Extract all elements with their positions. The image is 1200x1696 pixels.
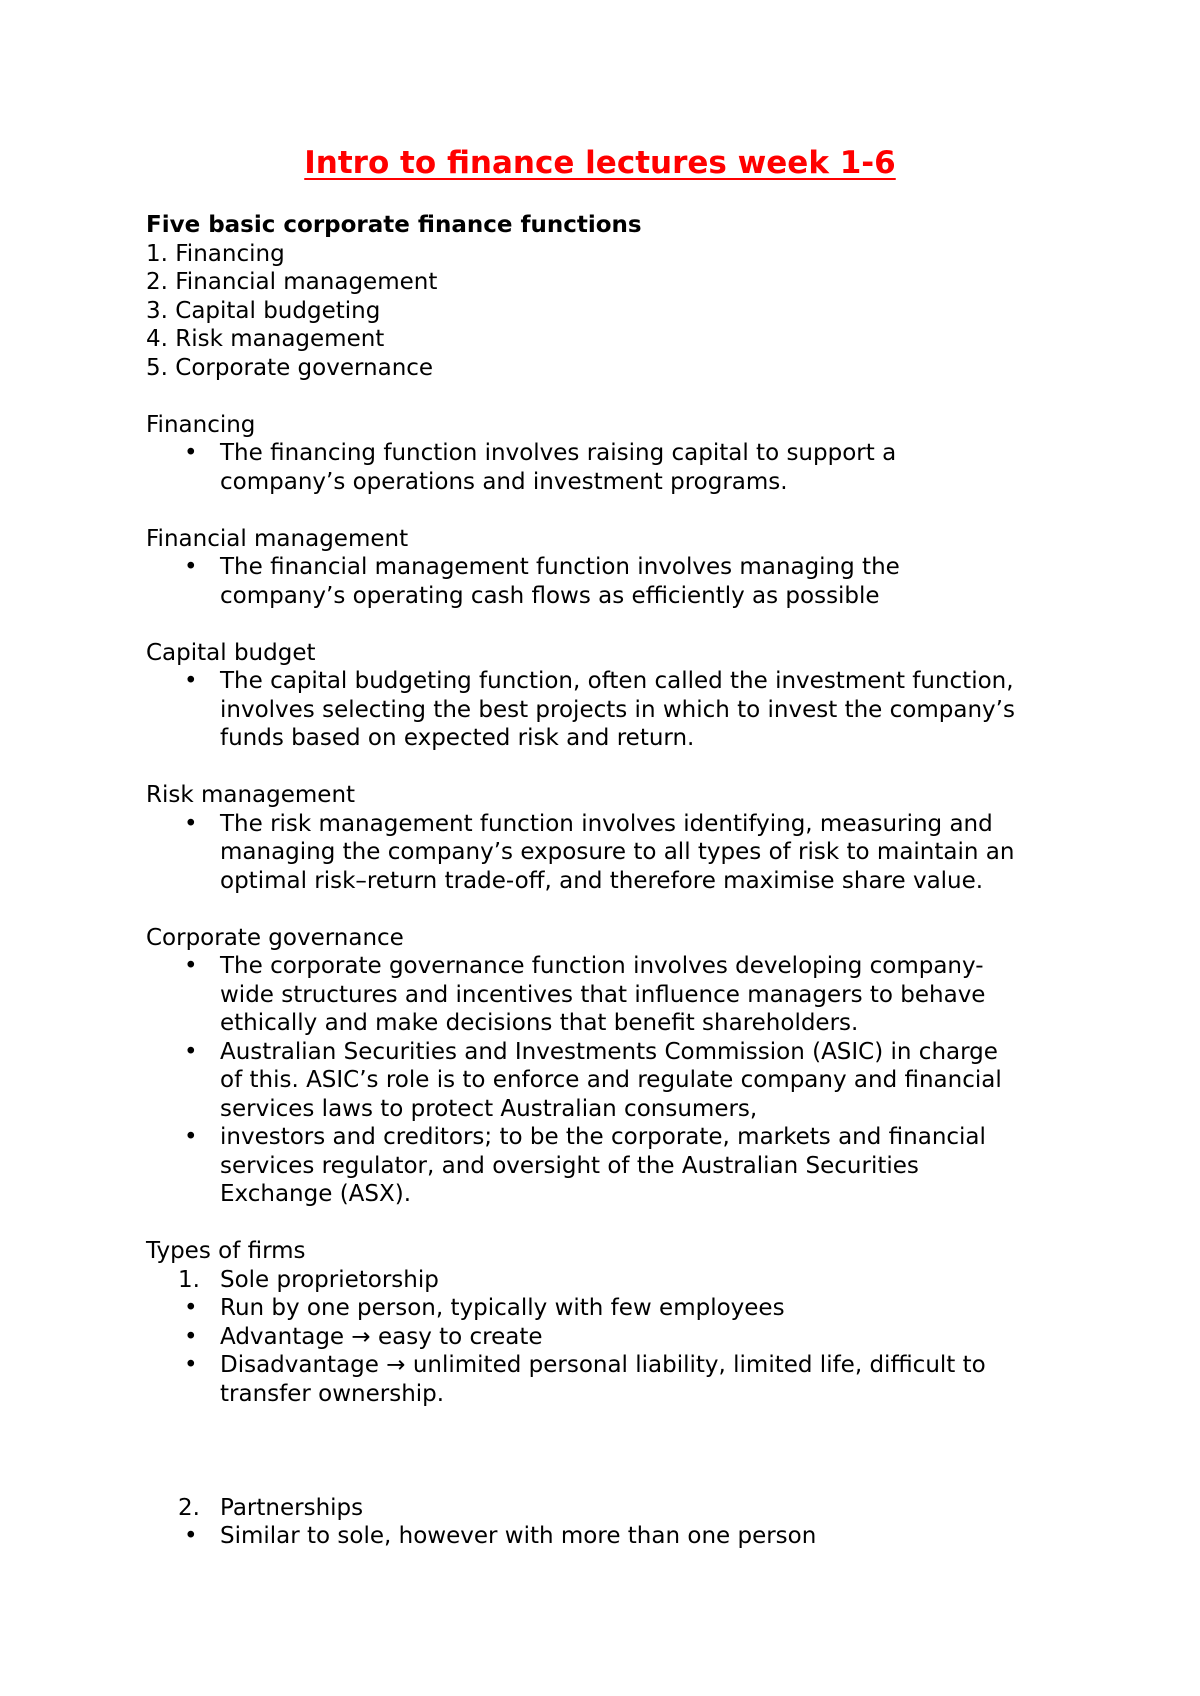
bullet-icon: •	[184, 440, 198, 466]
numbered-item-label: Partnerships	[220, 1494, 364, 1521]
document-body	[146, 211, 1086, 1551]
bullet-text: company’s operations and investment programs.	[220, 468, 788, 495]
functions-list-item: 2. Financial management	[146, 269, 438, 295]
bullet-item	[146, 1323, 1086, 1352]
bullet-text: The corporate governance function involves developing company-	[220, 953, 984, 979]
bullet-icon: •	[184, 554, 198, 580]
bullet-icon: •	[184, 1352, 198, 1378]
bullet-text: Disadvantage → unlimited personal liability, limited life, difficult to	[220, 1352, 986, 1378]
bullet-text: Exchange (ASX).	[220, 1181, 412, 1207]
bullet-item	[146, 1351, 1086, 1408]
bullet-item	[146, 553, 1086, 610]
item-number: 2.	[178, 1494, 200, 1521]
functions-list	[146, 240, 1086, 383]
functions-list-item: 4. Risk management	[146, 326, 385, 352]
functions-list-item: 5. Corporate governance	[146, 354, 434, 381]
bullet-item	[146, 1123, 1086, 1209]
bullet-text: investors and creditors; to be the corporate, markets and financial	[220, 1124, 986, 1150]
bullet-text: Australian Securities and Investments Commission (ASIC) in charge	[220, 1038, 998, 1065]
functions-heading: Five basic corporate finance functions	[146, 212, 642, 238]
bullet-text: of this. ASIC’s role is to enforce and regulate company and financial	[220, 1067, 1002, 1093]
bullet-item	[146, 1038, 1086, 1124]
bullet-icon: •	[184, 1038, 198, 1065]
page-title: Intro to finance lectures week 1-6	[304, 145, 896, 181]
section-heading-corporate-governance: Corporate governance	[146, 924, 404, 951]
bullet-icon: •	[184, 668, 198, 694]
bullet-text: Similar to sole, however with more than one person	[220, 1523, 817, 1549]
section-heading-risk-management: Risk management	[146, 782, 356, 808]
item-number: 1.	[178, 1266, 200, 1293]
bullet-item	[146, 952, 1086, 1038]
bullet-text: funds based on expected risk and return.	[220, 725, 695, 751]
bullet-text: transfer ownership.	[220, 1380, 445, 1407]
bullet-text: managing the company’s exposure to all types of risk to maintain an	[220, 839, 1015, 865]
bullet-text: services regulator, and oversight of the Australian Securities	[220, 1152, 919, 1179]
bullet-text: optimal risk–return trade-off, and therefore maximise share value.	[220, 867, 984, 894]
numbered-item	[146, 1266, 1086, 1295]
bullet-text: The financing function involves raising capital to support a	[220, 440, 897, 466]
section-heading-types-of-firms: Types of firms	[146, 1238, 306, 1264]
functions-list-item: 1. Financing	[146, 240, 285, 267]
section-heading-capital-budget: Capital budget	[146, 639, 316, 666]
bullet-text: company’s operating cash flows as efficiently as possible	[220, 582, 880, 609]
bullet-icon: •	[184, 1295, 198, 1321]
bullet-text: The financial management function involves managing the	[220, 554, 900, 580]
bullet-item	[146, 810, 1086, 896]
bullet-icon: •	[184, 1124, 198, 1150]
section-heading-financial-management: Financial management	[146, 525, 409, 552]
numbered-item-label: Sole proprietorship	[220, 1266, 439, 1293]
bullet-text: services laws to protect Australian consumers,	[220, 1095, 758, 1122]
bullet-text: involves selecting the best projects in which to invest the company’s	[220, 696, 1015, 723]
bullet-text: wide structures and incentives that influence managers to behave	[220, 981, 986, 1008]
bullet-text: ethically and make decisions that benefit shareholders.	[220, 1010, 859, 1036]
bullet-icon: •	[184, 1523, 198, 1549]
bullet-icon: •	[184, 810, 198, 837]
bullet-text: The capital budgeting function, often called the investment function,	[220, 668, 1014, 694]
bullet-item	[146, 1294, 1086, 1323]
numbered-item	[146, 1494, 1086, 1523]
bullet-icon: •	[184, 1323, 198, 1350]
bullet-text: Run by one person, typically with few employees	[220, 1295, 785, 1321]
bullet-text: The risk management function involves identifying, measuring and	[220, 810, 993, 837]
bullet-item	[146, 1522, 1086, 1551]
functions-list-item: 3. Capital budgeting	[146, 297, 381, 324]
bullet-item	[146, 667, 1086, 753]
bullet-item	[146, 439, 1086, 496]
section-heading-financing: Financing	[146, 411, 256, 438]
bullet-text: Advantage → easy to create	[220, 1323, 543, 1350]
bullet-icon: •	[184, 953, 198, 979]
